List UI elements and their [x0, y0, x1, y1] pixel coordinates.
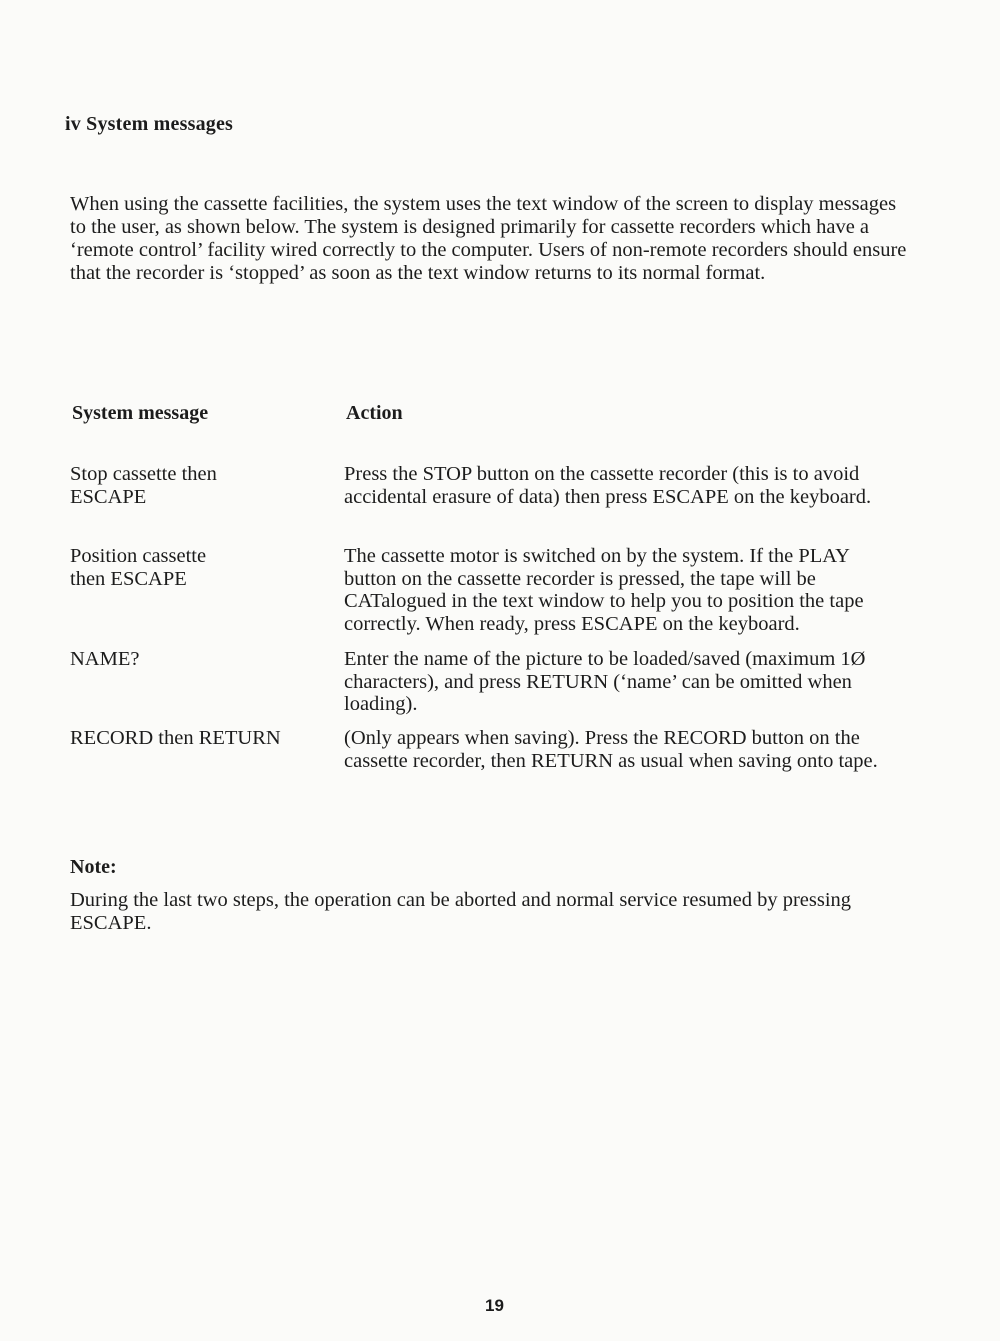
- action-description: Enter the name of the picture to be loaded/saved (maximum 1Ø characters), and press RETURN (‘name’ can be omitted when loading).: [344, 648, 866, 715]
- section-heading: iv System messages: [65, 113, 234, 135]
- page-number: 19: [485, 1296, 504, 1315]
- column-header-action: Action: [346, 402, 403, 424]
- intro-paragraph: When using the cassette facilities, the system uses the text window of the screen to display messages to the user, as shown below. The system is designed primarily for cassette recorders which have a ‘remote control’ facility wired correctly to the computer. Users of non-remote recorders should ensure that the recorder is ‘stopped’ as soon as the text window returns to its normal format.: [70, 193, 907, 284]
- system-message: NAME?: [70, 648, 140, 670]
- system-message: Position cassette then ESCAPE: [70, 545, 207, 590]
- column-header-system-message: System message: [72, 402, 209, 424]
- note-text: During the last two steps, the operation can be aborted and normal service resumed by pressing ESCAPE.: [70, 889, 852, 934]
- note-title: Note:: [70, 856, 117, 878]
- system-message: RECORD then RETURN: [70, 727, 281, 749]
- action-description: (Only appears when saving). Press the RECORD button on the cassette recorder, then RETURN as usual when saving onto tape.: [344, 727, 878, 772]
- system-message: Stop cassette then ESCAPE: [70, 463, 217, 508]
- action-description: The cassette motor is switched on by the system. If the PLAY button on the cassette recorder is pressed, the tape will be CATalogued in the text window to help you to position the tape correctly. When ready, press ESCAPE on the keyboard.: [344, 545, 864, 635]
- action-description: Press the STOP button on the cassette recorder (this is to avoid accidental erasure of data) then press ESCAPE on the keyboard.: [344, 463, 872, 508]
